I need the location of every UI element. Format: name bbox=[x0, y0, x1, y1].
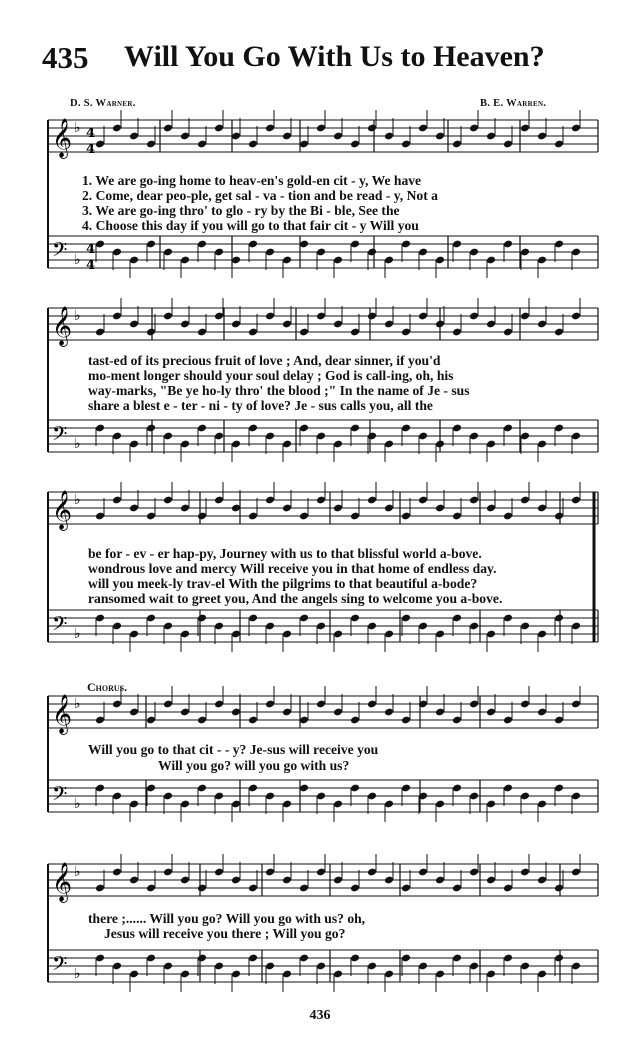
flat-icon: ♭ bbox=[74, 308, 81, 324]
flat-icon: ♭ bbox=[74, 966, 81, 982]
bass-clef-icon: 𝄢 bbox=[52, 238, 68, 266]
lyric-line-s3-v1: be for - ev - er hap-py, Journey with us to that blissful world a-bove. bbox=[88, 546, 482, 561]
lyric-line-s1-v4: 4. Choose this day if you will go to that fair cit - y Will you bbox=[82, 218, 419, 233]
music-credit: B. E. Warren. bbox=[480, 98, 547, 109]
flat-icon: ♭ bbox=[74, 626, 81, 642]
lyric-line-s2-v1: tast-ed of its precious fruit of love ; And, dear sinner, if you'd bbox=[88, 353, 441, 368]
hymn-title: Will You Go With Us to Heaven? bbox=[124, 40, 545, 73]
words-credit: D. S. Warner. bbox=[70, 98, 136, 109]
hymn-number: 435 bbox=[42, 40, 89, 75]
flat-icon: ♭ bbox=[74, 436, 81, 452]
lyric-line-s2-v3: way-marks, "Be ye ho-ly thro' the blood ;" In the name of Je - sus bbox=[88, 383, 470, 398]
flat-icon: ♭ bbox=[74, 492, 81, 508]
page-number: 436 bbox=[309, 1008, 331, 1023]
lyric-line-s3-v4: ransomed wait to greet you, And the angels sing to welcome you a-bove. bbox=[88, 591, 503, 606]
treble-clef-icon: 𝄞 bbox=[52, 118, 73, 158]
bass-clef-icon: 𝄢 bbox=[52, 952, 68, 980]
time-signature: 4 bbox=[86, 142, 96, 157]
bass-clef-icon: 𝄢 bbox=[52, 782, 68, 810]
lyric-line-s4-a: Will you go to that cit - - y? Je-sus will receive you bbox=[88, 742, 379, 757]
treble-clef-icon: 𝄞 bbox=[52, 306, 73, 346]
bass-clef-icon: 𝄢 bbox=[52, 422, 68, 450]
time-signature: 4 bbox=[86, 242, 96, 257]
lyric-line-s3-v3: will you meek-ly trav-el With the pilgrims to that beautiful a-bode? bbox=[88, 576, 478, 591]
flat-icon: ♭ bbox=[74, 120, 81, 136]
flat-icon: ♭ bbox=[74, 696, 81, 712]
lyric-line-s4-b: Will you go? will you go with us? bbox=[158, 758, 350, 773]
time-signature: 4 bbox=[86, 126, 96, 141]
lyric-line-s1-v3: 3. We are go-ing thro' to glo - ry by the Bi - ble, See the bbox=[82, 203, 400, 218]
bass-clef-icon: 𝄢 bbox=[52, 612, 68, 640]
lyric-line-s2-v2: mo-ment longer should your soul delay ; God is call-ing, oh, his bbox=[88, 368, 454, 383]
flat-icon: ♭ bbox=[74, 796, 81, 812]
lyric-line-s5-a: there ;...... Will you go? Will you go with us? oh, bbox=[88, 911, 366, 926]
lyric-line-s1-v2: 2. Come, dear peo-ple, get sal - va - tion and be read - y, Not a bbox=[82, 188, 438, 203]
lyric-line-s2-v4: share a blest e - ter - ni - ty of love? Je - sus calls you, all the bbox=[88, 398, 433, 413]
flat-icon: ♭ bbox=[74, 864, 81, 880]
lyric-line-s3-v2: wondrous love and mercy Will receive you in that home of endless day. bbox=[88, 561, 497, 576]
lyric-line-s5-b: Jesus will receive you there ; Will you go? bbox=[104, 926, 346, 941]
flat-icon: ♭ bbox=[74, 252, 81, 268]
treble-clef-icon: 𝄞 bbox=[52, 490, 73, 530]
chorus-label: Chorus. bbox=[87, 680, 128, 694]
lyric-line-s1-v1: 1. We are go-ing home to heav-en's gold-en cit - y, We have bbox=[82, 173, 422, 188]
treble-clef-icon: 𝄞 bbox=[52, 862, 73, 902]
treble-clef-icon: 𝄞 bbox=[52, 694, 73, 734]
time-signature: 4 bbox=[86, 258, 96, 273]
